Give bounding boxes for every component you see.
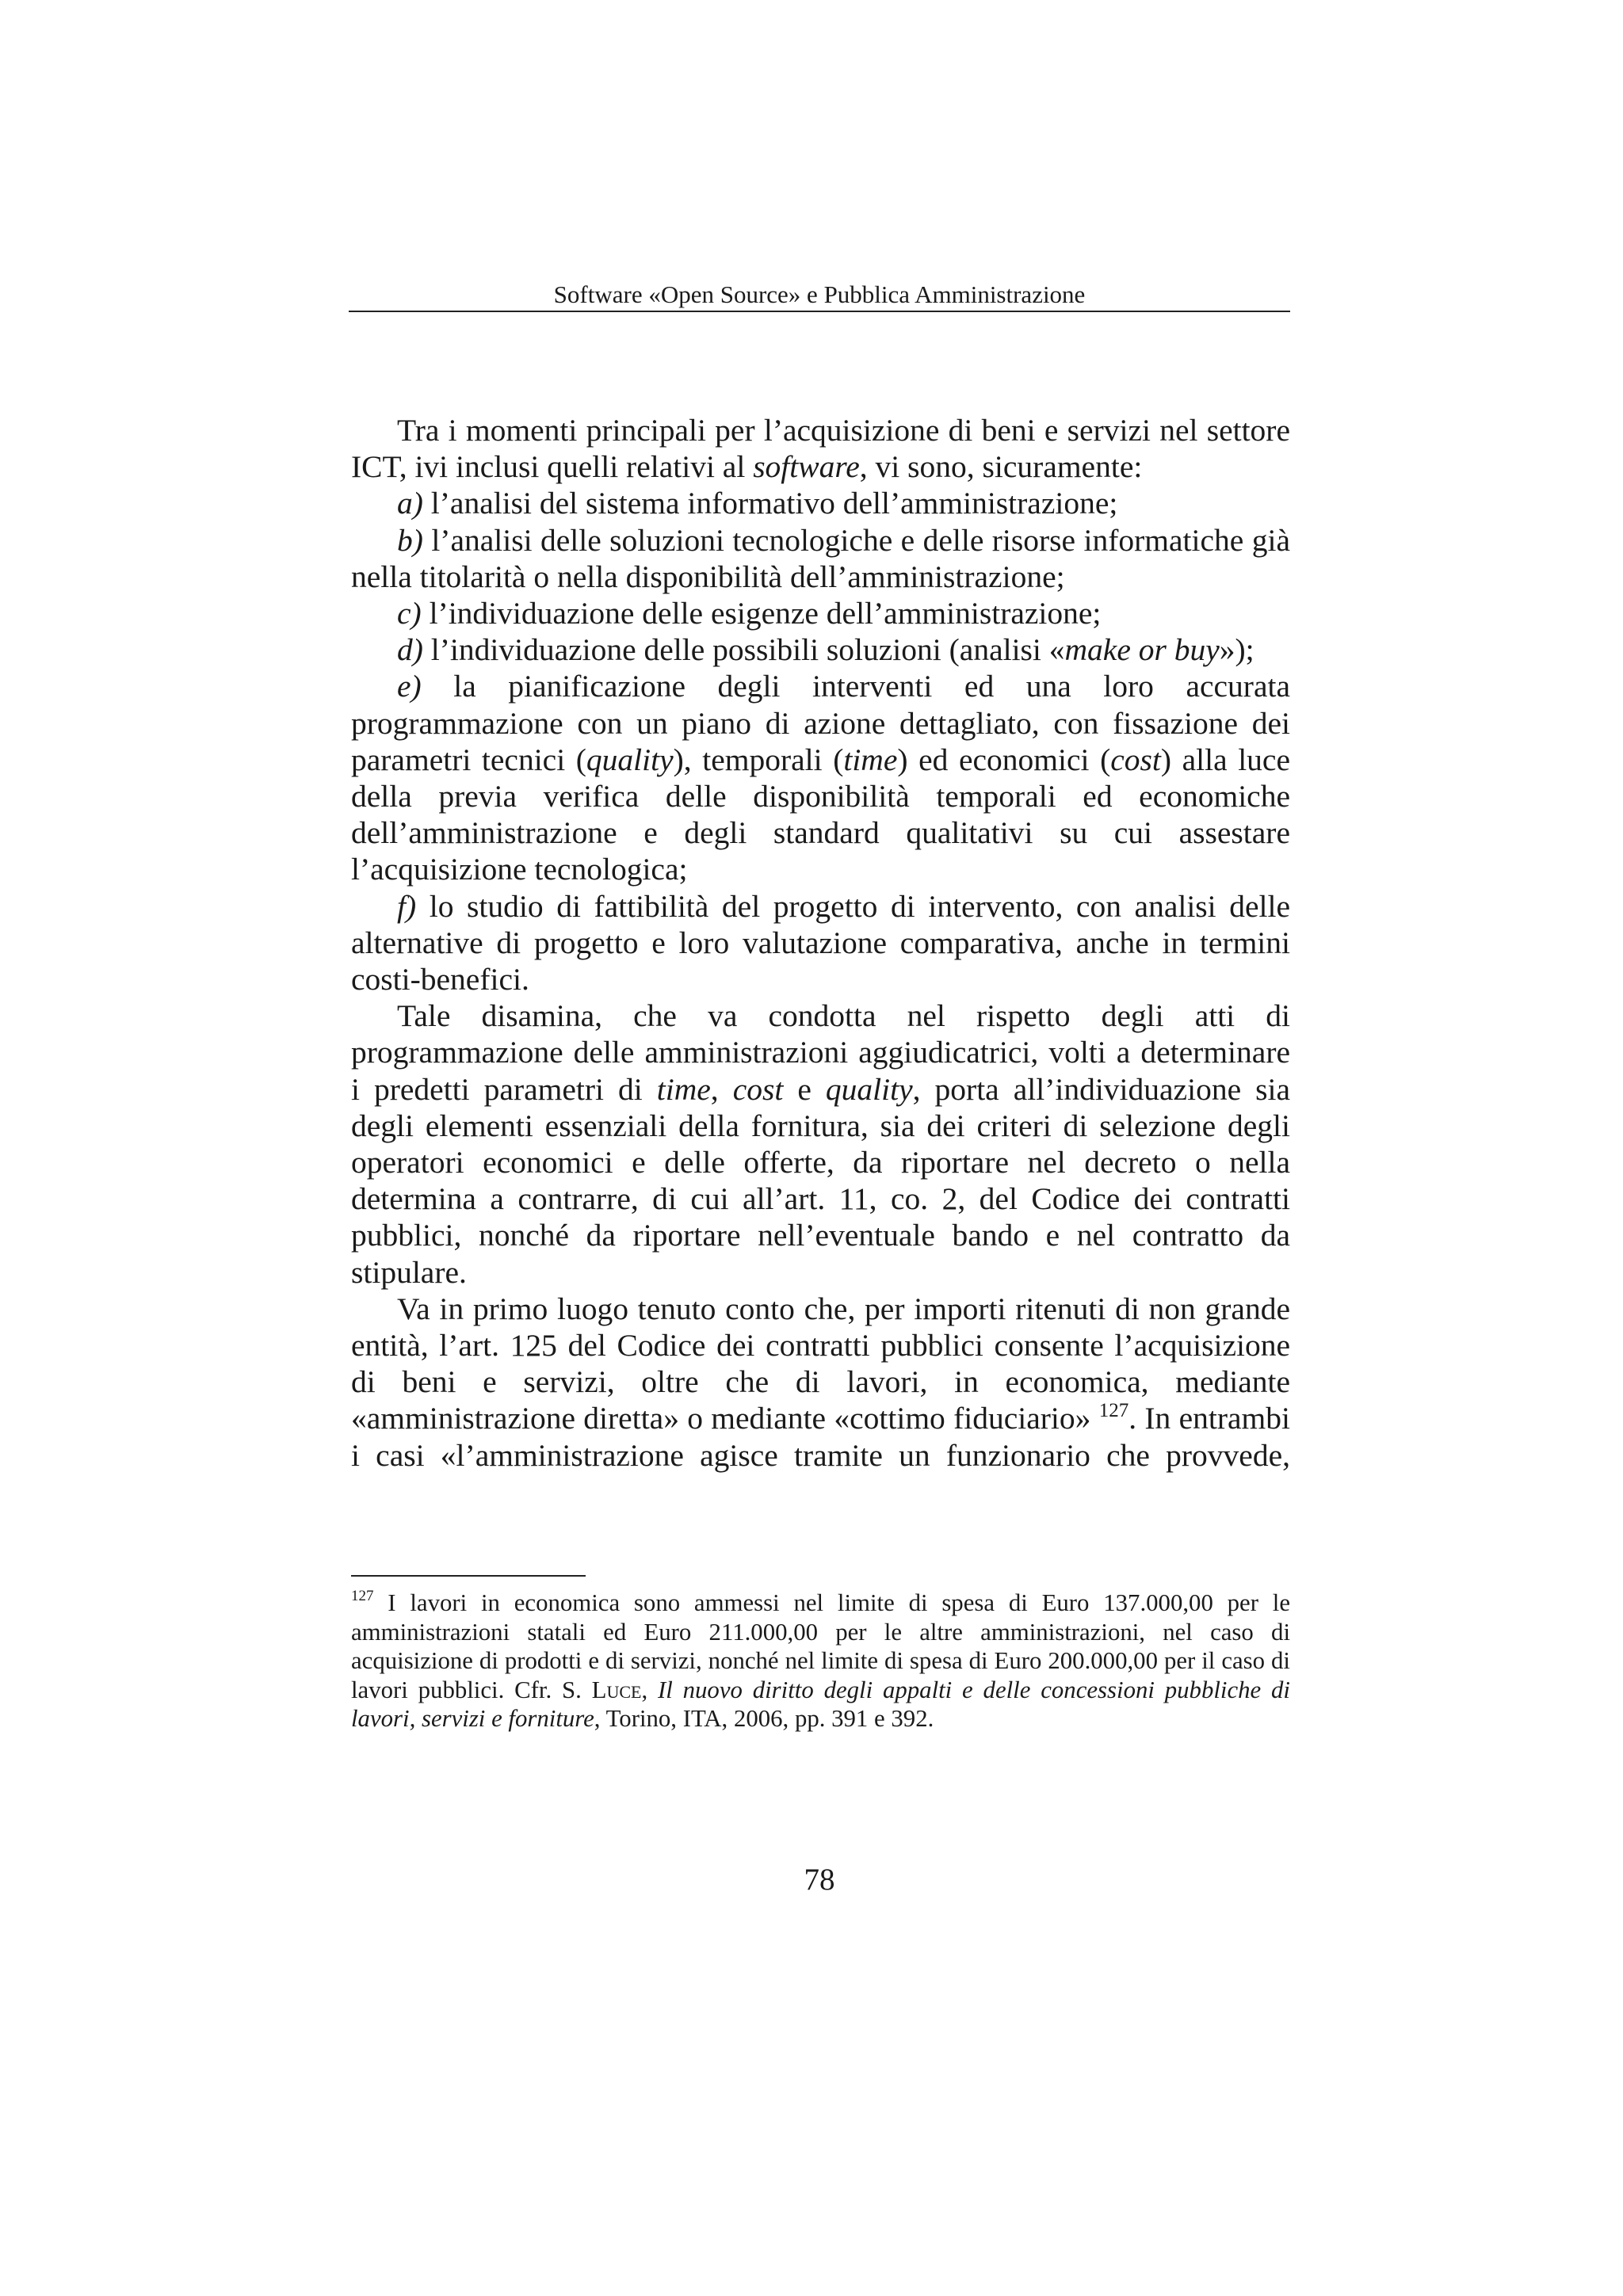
list-item-f: f) lo studio di fattibilità del progetto di intervento, con analisi delle alternative di progetto e loro valutazione comparativa, anche in termini costi-benefici. (351, 888, 1290, 997)
list-label: d) (397, 632, 423, 668)
italic-term: time (656, 1071, 711, 1107)
italic-term: cost (732, 1071, 784, 1107)
list-label: c) (397, 596, 422, 631)
header-rule (349, 311, 1290, 312)
list-item-c: c) l’individuazione delle esigenze dell’amministrazione; (397, 596, 1102, 631)
author-name: Luce (591, 1676, 642, 1703)
footnote-rule (351, 1575, 586, 1577)
paragraph-disamina: Tale disamina, che va condotta nel rispetto degli atti di programmazione delle amministrazioni aggiudicatrici, volti a determinare i predetti parametri di time, cost e quality, porta all’individuazione sia degli elementi essenziali della fornitura, sia dei criteri di selezione degli operatori economici e delle offerte, da riportare nel decreto o nella determina a contrarre, di cui all’art. 11, co. 2, del Codice dei contratti pubblici, nonché da riportare nell’eventuale bando e nel contratto da stipulare. (351, 998, 1291, 1290)
list-label: e) (397, 669, 422, 704)
list-label: a) (397, 486, 423, 521)
list-item-a: a) l’analisi del sistema informativo dell’amministrazione; (397, 486, 1118, 521)
footnote-reference[interactable]: 127 (1098, 1400, 1129, 1422)
cited-title: Il nuovo diritto degli appalti e delle concessioni pubbliche di lavori, servizi e forniture (351, 1676, 1290, 1732)
main-text (351, 412, 1290, 1474)
list-item-e: e) la pianificazione degli interventi ed una loro accurata programmazione con un piano di azione dettagliato, con fissazione dei parametri tecnici (quality), temporali (time) ed economici (cost) alla luce della previa verifica delle disponibilità temporali ed economiche dell’amministrazione e degli standard qualitativi su cui assestare l’acquisizione tecnologica; (351, 669, 1290, 887)
italic-term: software (753, 449, 860, 485)
italic-term: quality (825, 1071, 913, 1107)
paragraph-art-125: Va in primo luogo tenuto conto che, per importi ritenuti di non grande entità, l’art. 125 del Codice dei contratti pubblici consente l’acquisizione di beni e servizi, oltre che di lavori, in economica, mediante «amministrazione diretta» o mediante «cottimo fiduciario» $^{127}$. In entrambi i casi «l’amministrazione agisce tramite un funzionario che provvede, (351, 1291, 1290, 1473)
italic-term: cost (1110, 742, 1161, 777)
list-label: f) (397, 888, 417, 924)
italic-term: quality (586, 742, 674, 777)
list-item-b: b) l’analisi delle soluzioni tecnologiche e delle risorse informatiche già nella titolarità o nella disponibilità dell’amministrazione; (351, 522, 1290, 594)
footnotes (351, 1589, 1290, 1733)
footnote-number: 127 (351, 1588, 374, 1604)
paragraph-intro: Tra i momenti principali per l’acquisizione di beni e servizi nel settore ICT, ivi inclusi quelli relativi al software, vi sono, sicuramente: (351, 413, 1290, 485)
footnote-127: $^{127}$ I lavori in economica sono ammessi nel limite di spesa di Euro 137.000,00 per le amministrazioni statali ed Euro 211.000,00 per le altre amministrazioni, nel caso di acquisizione di prodotti e di servizi, nonché nel limite di spesa di Euro 200.000,00 per il caso di lavori pubblici. Cfr. S. Luce, Il nuovo diritto degli appalti e delle concessioni pubbliche di lavori, servizi e forniture, Torino, ITA, 2006, pp. 391 e 392. (351, 1588, 1290, 1732)
italic-term: make or buy (1064, 632, 1220, 668)
list-item-d: d) l’individuazione delle possibili soluzioni (analisi «make or buy»); (397, 632, 1254, 668)
running-header: Software «Open Source» e Pubblica Amministrazione (553, 280, 1086, 308)
page-number: 78 (804, 1863, 835, 1897)
italic-term: time (843, 742, 898, 777)
list-label: b) (397, 522, 423, 558)
